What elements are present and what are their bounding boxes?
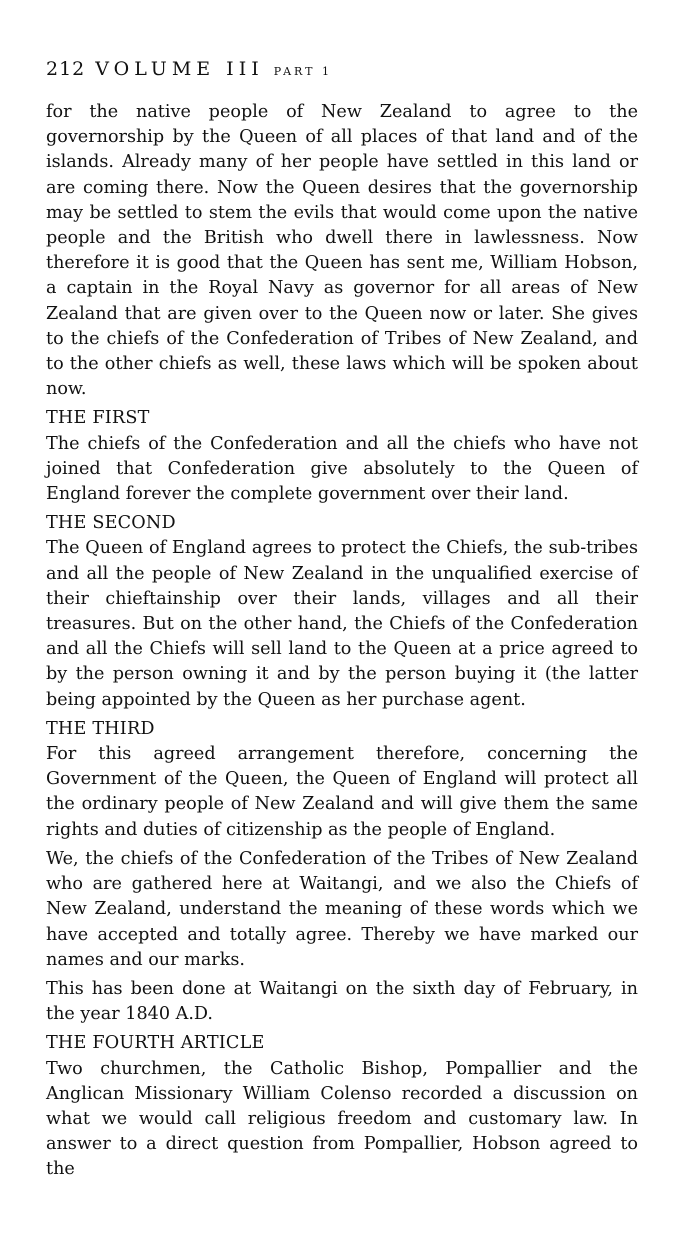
article-heading-third: THE THIRD <box>46 718 155 739</box>
article-heading-second: THE SECOND <box>46 513 176 534</box>
article-heading-first: THE FIRST <box>46 408 150 429</box>
chiefs-declaration-paragraph: We, the chiefs of the Confederation of the Tribes of New Zealand who are gathered here at Waitangi, and we also the Chiefs of New Zealand, understand the meaning of these words which we have accepted and totally agree. Thereby we have marked our names and our marks. <box>46 848 638 970</box>
article-heading-fourth: THE FOURTH ARTICLE <box>46 1033 265 1054</box>
volume-label: VOLUME III <box>95 58 264 80</box>
intro-paragraph: for the native people of New Zealand to agree to the governorship by the Queen of all places of that land and of the islands. Already many of her people have settled in this land or are coming there. Now the Queen desires that the governorship may be settled to stem the evils that would come upon the native people and the British who dwell there in lawlessness. Now therefore it is good that the Queen has sent me, William Hobson, a captain in the Royal Navy as governor for all areas of New Zealand that are given over to the Queen now or later. She gives to the chiefs of the Confederation of Tribes of New Zealand, and to the other chiefs as well, these laws which will be spoken about now. <box>46 102 638 400</box>
article-text-fourth: Two churchmen, the Catholic Bishop, Pompallier and the Anglican Missionary William Colenso recorded a discussion on what we would call religious freedom and customary law. In answer to a direct question from Pompallier, Hobson agreed to the <box>46 1058 638 1180</box>
article-text-second: The Queen of England agrees to protect the Chiefs, the sub-tribes and all the people of New Zealand in the unqualified exercise of their chieftainship over their lands, villages and all their treasures. But on the other hand, the Chiefs of the Confederation and all the Chiefs will sell land to the Queen at a price agreed to by the person owning it and by the person buying it (the latter being appointed by the Queen as her purchase agent. <box>46 538 638 710</box>
page-number: 212 <box>46 58 86 80</box>
part-label: PART 1 <box>273 65 332 78</box>
article-text-third: For this agreed arrangement therefore, concerning the Government of the Queen, the Queen of England will protect all the ordinary people of New Zealand and will give them the same rights and duties of citizenship as the people of England. <box>46 744 638 840</box>
document-page <box>46 56 638 1187</box>
running-head <box>46 56 638 85</box>
article-text-first: The chiefs of the Confederation and all the chiefs who have not joined that Confederation give absolutely to the Queen of England forever the complete government over their land. <box>46 433 638 505</box>
signing-date-paragraph: This has been done at Waitangi on the sixth day of February, in the year 1840 A.D. <box>46 978 638 1025</box>
